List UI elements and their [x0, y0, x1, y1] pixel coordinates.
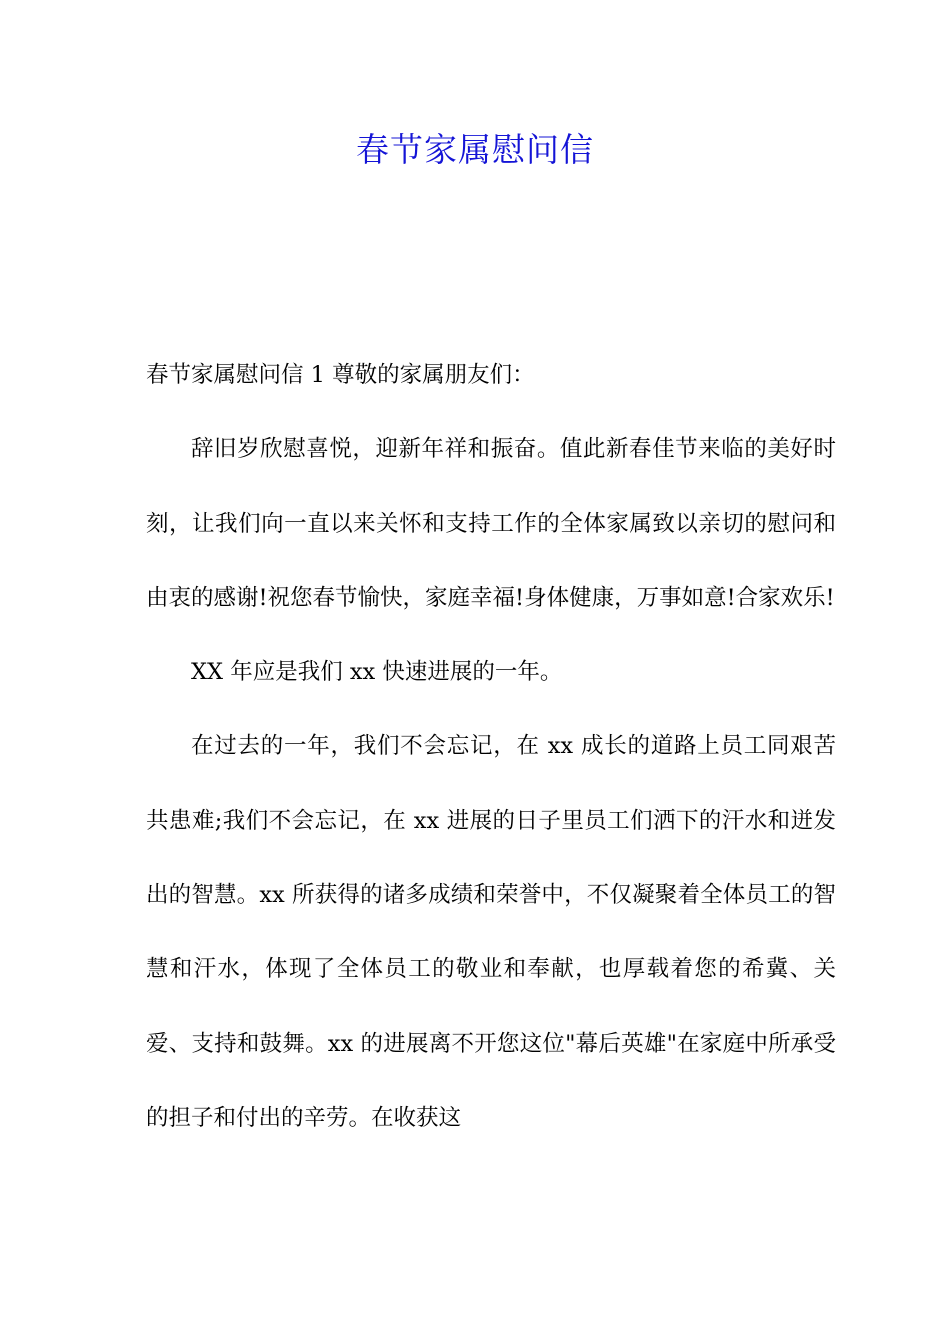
greeting-paragraph: 春节家属慰问信 1 尊敬的家属朋友们：	[146, 362, 535, 388]
document-title: 春节家属慰问信	[356, 130, 594, 169]
document-body	[146, 338, 836, 1155]
body-paragraph-2: XX 年应是我们 xx 快速进展的一年。	[191, 659, 563, 686]
body-paragraph-3: 在过去的一年，我们不会忘记，在 xx 成长的道路上员工同艰苦共患难;我们不会忘记，在 xx 进展的日子里员工们洒下的汗水和迸发出的智慧。xx 所获得的诸多成绩和荣誉中，不仅凝聚着全体员工的智慧和汗水，体现了全体员工的敬业和奉献，也厚载着您的希冀、关爱、支持和鼓舞。xx 的进展离不开您这位"幕后英雄"在家庭中所承受的担子和付出的辛劳。在收获这	[146, 733, 836, 1131]
body-paragraph-1: 辞旧岁欣慰喜悦，迎新年祥和振奋。值此新春佳节来临的美好时刻，让我们向一直以来关怀和支持工作的全体家属致以亲切的慰问和由衷的感谢!祝您春节愉快，家庭幸福!身体健康，万事如意!合家欢乐!	[146, 436, 836, 611]
